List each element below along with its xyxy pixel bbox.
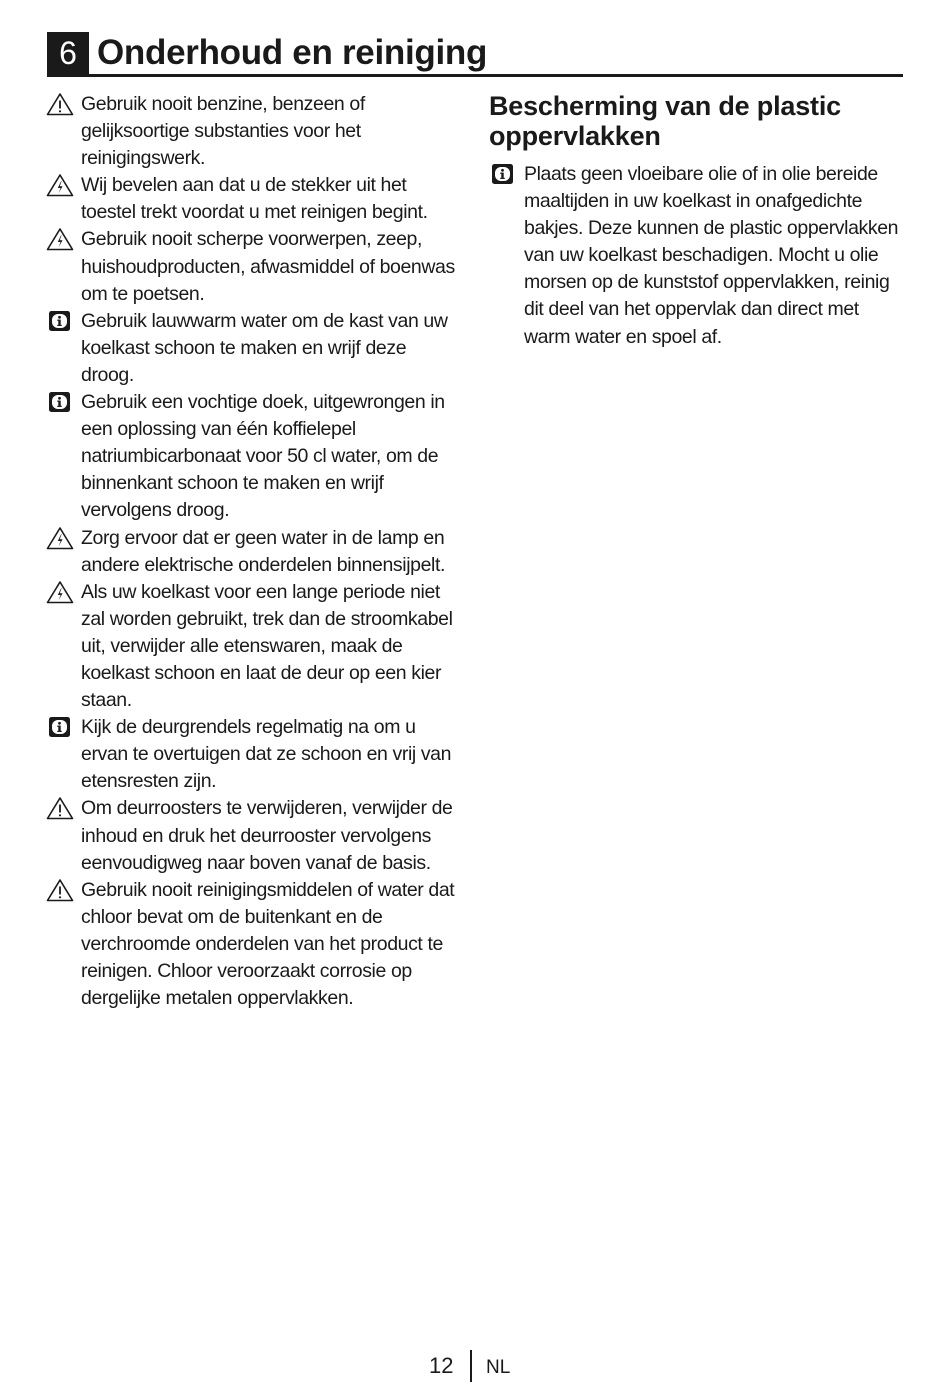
info-icon (46, 390, 74, 414)
info-icon (489, 162, 517, 186)
list-item (46, 795, 464, 876)
list-item-text: Plaats geen vloeibare olie of in olie bereide maaltijden in uw koelkast in onafgedichte bakjes. Deze kunnen de plastic oppervlakken van uw koelkast beschadigen. Mocht u olie morsen op de kunststof oppervlakken, reinig dit deel van het oppervlak dan direct met warm water en spoel af. (524, 163, 899, 348)
warning-icon (46, 796, 74, 820)
list-item (46, 579, 464, 714)
list-item-text: Om deurroosters te verwijderen, verwijder de inhoud en druk het deurrooster vervolgens eenvoudigweg naar boven vanaf de basis. (81, 797, 453, 874)
page-number: 12 (429, 1353, 454, 1378)
list-item (46, 172, 464, 226)
list-item-text: Gebruik lauwwarm water om de kast van uw koelkast schoon te maken en wrijf deze droog. (81, 309, 448, 386)
warning-icon (46, 92, 74, 116)
list-item (46, 226, 464, 307)
page-footer (0, 1348, 950, 1384)
info-icon (46, 309, 74, 333)
list-item-text: Gebruik nooit reinigingsmiddelen of water dat chloor bevat om de buitenkant en de verchroomde onderdelen van het product te reinigen. Chloor veroorzaakt corrosie op dergelijke metalen oppervlakken. (81, 878, 455, 1010)
list-item (46, 714, 464, 795)
chapter-number: 6 (47, 32, 89, 74)
electric-warning-icon (46, 173, 74, 197)
left-column (46, 91, 464, 1012)
electric-warning-icon (46, 580, 74, 604)
list-item (46, 91, 464, 172)
right-column (489, 91, 909, 351)
list-item (489, 161, 909, 351)
list-item-text: Gebruik nooit scherpe voorwerpen, zeep, huishoudproducten, afwasmiddel of boenwas om te poetsen. (81, 228, 455, 305)
warning-icon (46, 878, 74, 902)
footer-divider (470, 1350, 472, 1382)
electric-warning-icon (46, 526, 74, 550)
list-item (46, 308, 464, 389)
list-item-text: Wij bevelen aan dat u de stekker uit het toestel trekt voordat u met reinigen begint. (81, 174, 428, 224)
section-title: Bescherming van de plastic oppervlakken (489, 91, 841, 151)
electric-warning-icon (46, 227, 74, 251)
chapter-title: Onderhoud en reiniging (97, 33, 488, 72)
chapter-header (47, 32, 903, 77)
list-item-text: Zorg ervoor dat er geen water in de lamp en andere elektrische onderdelen binnensijpelt. (81, 526, 445, 576)
list-item-text: Kijk de deurgrendels regelmatig na om u ervan te overtuigen dat ze schoon en vrij van etensresten zijn. (81, 716, 452, 793)
list-item (46, 389, 464, 524)
section-items (489, 161, 909, 351)
list-item (46, 877, 464, 1012)
list-item (46, 525, 464, 579)
list-item-text: Gebruik een vochtige doek, uitgewrongen in een oplossing van één koffielepel natriumbicarbonaat voor 50 cl water, om de binnenkant schoon te maken en wrijf vervolgens droog. (81, 391, 445, 522)
list-item-text: Als uw koelkast voor een lange periode niet zal worden gebruikt, trek dan de stroomkabel uit, verwijder alle etenswaren, maak de koelkast schoon en laat de deur op een kier staan. (81, 580, 453, 712)
language-code: NL (486, 1357, 511, 1378)
list-item-text: Gebruik nooit benzine, benzeen of gelijksoortige substanties voor het reinigingswerk. (81, 93, 365, 170)
info-icon (46, 715, 74, 739)
